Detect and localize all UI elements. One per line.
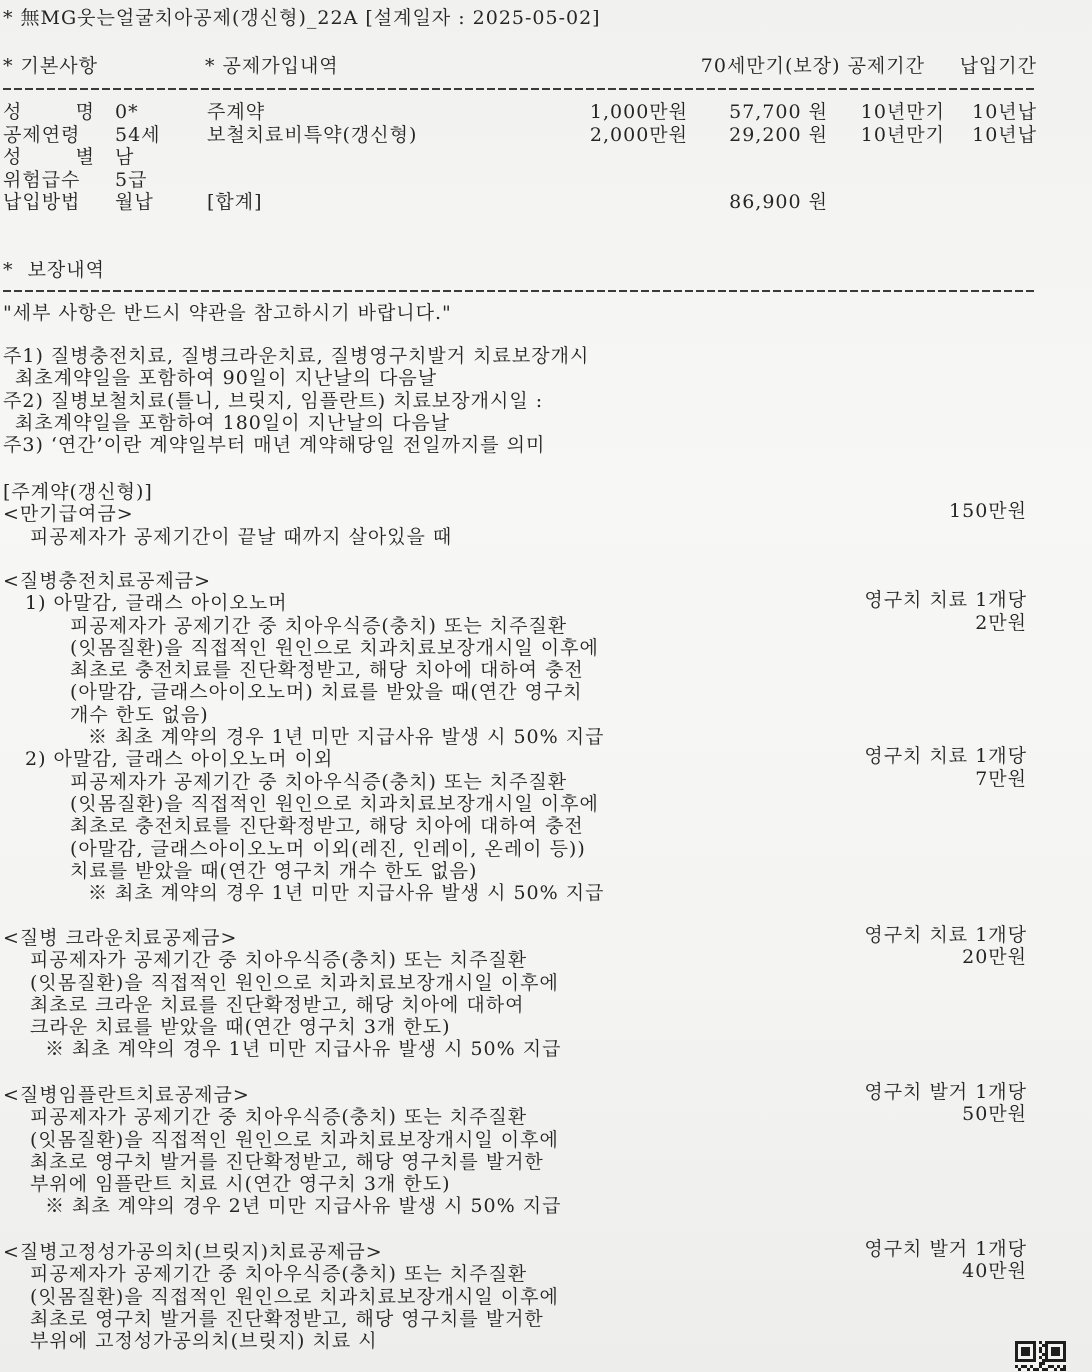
payment-term: 10년납 <box>972 123 1037 146</box>
benefit-line <box>0 767 1092 793</box>
benefit-text: 최초로 영구치 발거를 진단확정받고, 해당 영구치를 발거한 <box>30 1307 544 1330</box>
contract-name: 주계약 <box>207 101 266 123</box>
coverage-amount: 1,000만원 <box>589 101 688 123</box>
benefit-line <box>0 793 1092 815</box>
benefit-text: 최초로 크라운 치료를 진단확정받고, 해당 치아에 대하여 <box>30 993 525 1016</box>
basic-value: 남 <box>115 146 135 168</box>
basic-label: 공제연령 <box>3 123 81 146</box>
benefit-note: ※ 최초 계약의 경우 2년 미만 지급사유 발생 시 50% 지급 <box>45 1195 562 1218</box>
benefit-line <box>0 1016 1092 1038</box>
benefit-line <box>0 1308 1092 1330</box>
coverage-term: 10년만기 <box>860 123 945 146</box>
benefit-unit: 영구치 치료 1개당 <box>864 924 1027 946</box>
enrollment-row <box>0 124 1092 147</box>
enrollment-heading: * 공제가입내역 <box>205 55 339 77</box>
main-contract-heading: [주계약(갱신형)] <box>3 481 153 503</box>
benefit-text: 피공제자가 공제기간 중 치아우식증(충치) 또는 치주질환 <box>30 1106 528 1129</box>
benefit-note: ※ 최초 계약의 경우 1년 미만 지급사유 발생 시 50% 지급 <box>88 726 605 749</box>
benefit-amount: 20만원 <box>962 946 1027 969</box>
benefit-title: <질병임플란트치료공제금> <box>3 1084 250 1106</box>
coverage-notes <box>0 345 1092 456</box>
subitem-title: 2) 아말감, 글래스 아이오노머 이외 <box>25 748 334 771</box>
basic-row-risk-grade <box>3 169 147 192</box>
benefit-text: 크라운 치료를 받았을 때(연간 영구치 3개 한도) <box>30 1016 451 1039</box>
basic-info-heading: * 기본사항 <box>3 55 98 77</box>
benefit-text: (잇몸질환)을 직접적인 원인으로 치과치료보장개시일 이후에 <box>70 792 599 815</box>
benefit-title: <질병충전치료공제금> <box>3 570 212 592</box>
benefit-text: 부위에 고정성가공의치(브릿지) 치료 시 <box>30 1330 378 1353</box>
benefit-line <box>0 1151 1092 1173</box>
coverage-heading: * 보장내역 <box>3 259 105 281</box>
benefit-line <box>0 994 1092 1016</box>
benefit-description-row <box>0 526 1092 548</box>
benefit-note: ※ 최초 계약의 경우 1년 미만 지급사유 발생 시 50% 지급 <box>88 882 605 905</box>
bridge-treatment-section <box>0 1238 1092 1353</box>
benefit-amount: 2만원 <box>975 611 1027 634</box>
document-title: * 無MG웃는얼굴치아공제(갱신형)_22A [설계일자 : 2025-05-02] <box>3 7 601 29</box>
note-text: 주1) 질병충전치료, 질병크라운치료, 질병영구치발거 치료보장개시 <box>3 345 590 367</box>
note-line <box>0 367 1092 389</box>
benefit-text: (아말감, 글래스아이오노머) 치료를 받았을 때(연간 영구치 <box>70 681 583 704</box>
payment-term: 10년납 <box>972 101 1037 123</box>
benefit-line <box>0 860 1092 882</box>
benefit-header-row <box>0 1238 1092 1263</box>
coverage-period-header: 70세만기(보장) 공제기간 <box>700 55 925 77</box>
enrollment-row <box>0 101 1092 124</box>
benefit-text: (잇몸질환)을 직접적인 원인으로 치과치료보장개시일 이후에 <box>30 971 559 994</box>
benefit-text: 개수 한도 없음) <box>70 703 209 726</box>
terms-notice: "세부 사항은 반드시 약관을 참고하시기 바랍니다." <box>3 302 452 324</box>
benefit-line <box>0 1330 1092 1352</box>
benefit-header-row <box>0 924 1092 949</box>
main-contract-heading-row <box>0 481 1092 503</box>
benefit-unit: 영구치 발거 1개당 <box>864 1238 1027 1260</box>
benefit-line <box>0 659 1092 681</box>
benefit-text: 최초로 충전치료를 진단확정받고, 해당 치아에 대하여 충전 <box>70 659 584 682</box>
benefit-amount: 40만원 <box>962 1260 1027 1283</box>
benefit-text: 부위에 임플란트 치료 시(연간 영구치 3개 한도) <box>30 1173 451 1196</box>
subitem-row <box>0 589 1092 615</box>
benefit-line <box>0 637 1092 659</box>
benefit-text: 최초로 영구치 발거를 진단확정받고, 해당 영구치를 발거한 <box>30 1150 544 1173</box>
benefit-line <box>0 946 1092 972</box>
benefit-text: 피공제자가 공제기간 중 치아우식증(충치) 또는 치주질환 <box>30 1263 528 1286</box>
benefit-note-row <box>0 1038 1092 1060</box>
benefit-line <box>0 1129 1092 1151</box>
benefit-text: (잇몸질환)을 직접적인 원인으로 치과치료보장개시일 이후에 <box>30 1128 559 1151</box>
dashed-divider <box>3 88 1037 90</box>
benefit-text: 피공제자가 공제기간 중 치아우식증(충치) 또는 치주질환 <box>70 614 568 637</box>
basic-label: 성 명 <box>3 101 95 123</box>
basic-label: 성 별 <box>3 146 95 168</box>
basic-value: 월납 <box>115 191 154 213</box>
benefit-header-row <box>0 500 1092 526</box>
benefit-line <box>0 972 1092 994</box>
benefit-title: <만기급여금> <box>3 503 134 526</box>
filling-treatment-section <box>0 570 1092 904</box>
benefit-note: ※ 최초 계약의 경우 1년 미만 지급사유 발생 시 50% 지급 <box>45 1038 562 1061</box>
benefit-text: (잇몸질환)을 직접적인 원인으로 치과치료보장개시일 이후에 <box>30 1285 559 1308</box>
total-premium: 86,900 원 <box>729 191 828 213</box>
benefit-note-row <box>0 882 1092 904</box>
subitem-row <box>0 745 1092 771</box>
implant-treatment-section <box>0 1081 1092 1218</box>
premium: 29,200 원 <box>729 123 828 146</box>
basic-row-gender <box>3 146 134 169</box>
note-line <box>0 390 1092 412</box>
benefit-line <box>0 1260 1092 1286</box>
contract-name: 보철치료비특약(갱신형) <box>207 123 418 146</box>
benefit-header-row <box>0 1081 1092 1106</box>
basic-label: 위험급수 <box>3 168 81 191</box>
benefit-line <box>0 1103 1092 1129</box>
benefit-amount: 50만원 <box>962 1103 1027 1126</box>
benefit-line <box>0 611 1092 637</box>
benefit-amount: 150만원 <box>949 500 1027 523</box>
subitem-title: 1) 아말감, 글래스 아이오노머 <box>25 592 288 615</box>
total-label: [합계] <box>207 191 263 213</box>
premium: 57,700 원 <box>729 101 828 123</box>
main-contract-section <box>0 481 1092 548</box>
benefit-line <box>0 1173 1092 1195</box>
benefit-text: 치료를 받았을 때(연간 영구치 개수 한도 없음) <box>70 859 478 882</box>
benefit-unit: 영구치 치료 1개당 <box>864 589 1027 612</box>
benefit-text: (아말감, 글래스아이오노머 이외(레진, 인레이, 온레이 등)) <box>70 837 586 860</box>
benefit-line <box>0 838 1092 860</box>
benefit-text: 피공제자가 공제기간 중 치아우식증(충치) 또는 치주질환 <box>70 770 568 793</box>
basic-label: 납입방법 <box>3 191 81 213</box>
note-text: 최초계약일을 포함하여 90일이 지난날의 다음날 <box>15 367 438 390</box>
benefit-note-row <box>0 1195 1092 1217</box>
benefit-unit: 영구치 발거 1개당 <box>864 1081 1027 1103</box>
benefit-text: (잇몸질환)을 직접적인 원인으로 치과치료보장개시일 이후에 <box>70 636 599 659</box>
enrollment-total-row <box>0 191 1092 214</box>
note-line <box>0 345 1092 367</box>
benefit-amount: 7만원 <box>975 767 1027 790</box>
basic-value: 5급 <box>115 168 148 191</box>
note-text: 주2) 질병보철치료(틀니, 브릿지, 임플란트) 치료보장개시일 : <box>3 389 544 412</box>
dashed-divider <box>3 290 1037 292</box>
basic-value: 0* <box>115 101 139 123</box>
basic-value: 54세 <box>115 123 161 146</box>
benefit-text: 최초로 충전치료를 진단확정받고, 해당 치아에 대하여 충전 <box>70 815 584 838</box>
benefit-unit: 영구치 치료 1개당 <box>864 745 1027 768</box>
benefit-line <box>0 815 1092 837</box>
benefit-text: 피공제자가 공제기간 중 치아우식증(충치) 또는 치주질환 <box>30 949 528 972</box>
benefit-description: 피공제자가 공제기간이 끝날 때까지 살아있을 때 <box>30 525 453 548</box>
benefit-line <box>0 1286 1092 1308</box>
note-text: 주3) ‘연간’이란 계약일부터 매년 계약해당일 전일까지를 의미 <box>3 434 546 457</box>
note-line <box>0 412 1092 434</box>
coverage-term: 10년만기 <box>860 101 945 123</box>
note-text: 최초계약일을 포함하여 180일이 지난날의 다음날 <box>15 411 451 434</box>
payment-period-header: 납입기간 <box>959 55 1037 77</box>
note-line <box>0 434 1092 456</box>
benefit-title: <질병 크라운치료공제금> <box>3 927 238 949</box>
benefit-title: <질병고정성가공의치(브릿지)치료공제금> <box>3 1241 383 1263</box>
benefit-line <box>0 704 1092 726</box>
coverage-amount: 2,000만원 <box>589 123 688 146</box>
qr-code <box>1015 1341 1066 1371</box>
crown-treatment-section <box>0 924 1092 1061</box>
benefit-line <box>0 681 1092 703</box>
